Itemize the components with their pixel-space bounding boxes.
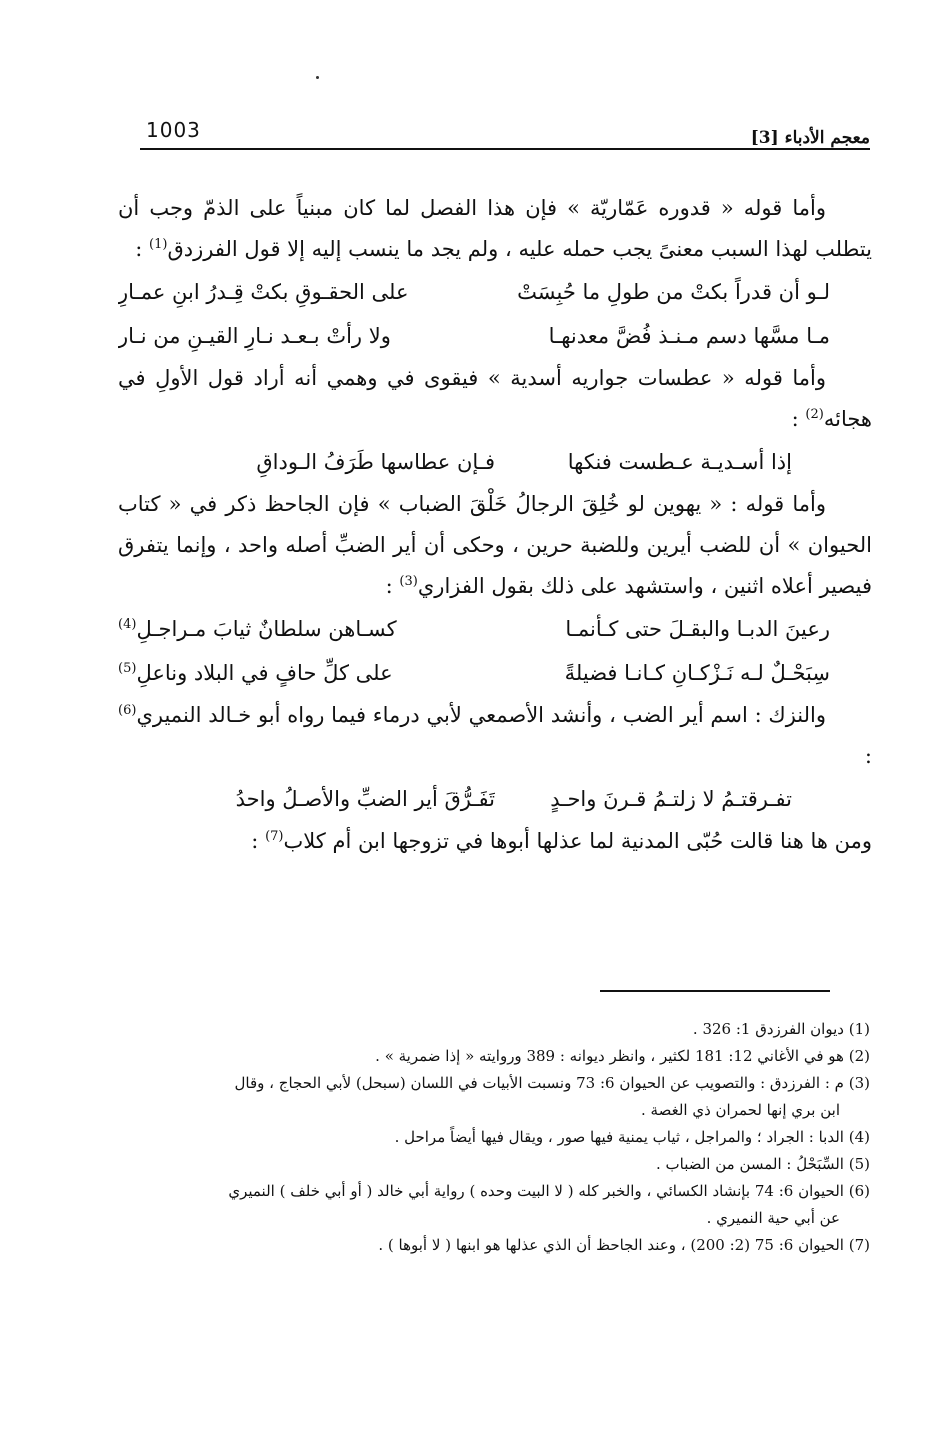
footnote-5-text: السِّبَحْلُ : المسن من الضباب . <box>655 1155 844 1173</box>
footnote-1 <box>110 1016 870 1043</box>
footnote-1-text: ديوان الفرزدق 1: 326 . <box>692 1020 844 1038</box>
footnote-4-text: الدبا : الجراد ؛ والمراجل ، ثياب يمنية فيها صور ، ويقال فيها أيضاً مراحل . <box>394 1128 844 1146</box>
paragraph-1-text: وأما قوله « قدوره عَمّاريّة » فإن هذا الفصل لما كان مبنياً على الذمّ وجب أن يتطلب لهذا السبب معنىً يجب حمله عليه ، ولم يجد ما ينسب إليه إلا قول الفرزدق <box>118 196 872 261</box>
footnote-2 <box>110 1043 870 1070</box>
footnote-ref-4: (4) <box>118 617 137 632</box>
footnote-3 <box>110 1070 870 1124</box>
verse-6 <box>118 777 872 821</box>
verse-2-first-hemistich: مـا مسَّها دسم مـنـذ فُضَّ معدنهـا <box>548 324 830 348</box>
verse-2-second-hemistich: ولا رأتْ بـعـد نـارِ القيـنِ من نـار <box>118 324 391 348</box>
footnote-7-number: (7) <box>848 1236 870 1254</box>
verse-5-second-text: على كلِّ حافٍ في البلاد وناعلِ <box>136 661 393 685</box>
paragraph-4 <box>118 695 872 777</box>
footnote-ref-6: (6) <box>118 703 137 718</box>
paragraph-5 <box>118 821 872 862</box>
footnote-5-number: (5) <box>848 1155 870 1173</box>
footnote-6 <box>110 1178 870 1232</box>
footnote-2-number: (2) <box>848 1047 870 1065</box>
paragraph-1 <box>118 188 872 270</box>
footnote-7-text: الحيوان 6: 75 (2: 200) ، وعند الجاحظ أن الذي عذلها هو ابنها ( لا أبوها ) . <box>378 1236 844 1254</box>
paragraph-5-end: : <box>251 829 266 853</box>
footnote-1-number: (1) <box>848 1020 870 1038</box>
paragraph-2-end: : <box>791 407 806 431</box>
footnote-6-number: (6) <box>848 1182 870 1200</box>
paragraph-5-text: ومن ها هنا قالت حُبّى المدنية لما عذلها أبوها في تزوجها ابن أم كلاب <box>283 829 872 853</box>
footnote-6-text: الحيوان 6: 74 بإنشاد الكسائي ، والخبر كله ( لا البيت وحده ) رواية أبي خالد ( أو أبي خلف ) النميري <box>228 1182 844 1200</box>
page-header <box>140 112 870 152</box>
running-title: معجم الأدباء [3] <box>750 128 870 148</box>
paragraph-2 <box>118 358 872 440</box>
footnote-ref-3: (3) <box>399 574 418 589</box>
verse-1 <box>118 270 872 314</box>
verse-5 <box>118 651 872 695</box>
footnote-7 <box>110 1232 870 1259</box>
footnote-4 <box>110 1124 870 1151</box>
footnote-2-text: هو في الأغاني 12: 181 لكثير ، وانظر ديوانه : 389 وروايته « إذا ضمرية » . <box>375 1047 844 1065</box>
verse-5-second-hemistich <box>118 651 495 695</box>
footnote-rule <box>600 990 830 992</box>
ink-speck <box>316 76 319 79</box>
verse-6-first-hemistich: تفـرقتـمُ لا زلتـمُ قـرنَ واحـدٍ <box>550 787 792 811</box>
paragraph-4-end: : <box>864 744 872 768</box>
verse-1-second-hemistich: على الحقـوقِ بكتْ قِـدرُ ابنِ عمـارِ <box>118 280 409 304</box>
footnote-ref-2: (2) <box>805 407 824 422</box>
verse-6-second-hemistich: تَفَـرُّقَ أير الضبِّ والأصـلُ واحدُ <box>235 787 495 811</box>
verse-4-second-text: كسـاهن سلطانٌ ثيابَ مـراجـلِ <box>136 617 397 641</box>
footnote-3-text: م : الفرزدق : والتصويب عن الحيوان 6: 73 ونسبت الأبيات في اللسان (سبحل) لأبي الحجاج ، وقال <box>234 1074 844 1092</box>
footnote-4-number: (4) <box>848 1128 870 1146</box>
footnote-ref-5: (5) <box>118 661 137 676</box>
paragraph-3-end: : <box>385 574 400 598</box>
footnote-6-continuation: عن أبي حية النميري . <box>706 1209 840 1227</box>
header-rule <box>140 148 870 150</box>
verse-3-second-hemistich: فـإن عطاسها طَرَفُ الـوداقِ <box>256 450 495 474</box>
footnotes <box>110 1016 870 1259</box>
verse-1-first-hemistich: لـو أن قدراً بكتْ من طولِ ما حُبِسَتْ <box>517 280 830 304</box>
footnote-ref-7: (7) <box>265 829 284 844</box>
footnote-3-continuation: ابن بري إنها لحمران ذي الغصة . <box>641 1101 840 1119</box>
footnote-3-number: (3) <box>848 1074 870 1092</box>
paragraph-1-end: : <box>135 237 150 261</box>
verse-4 <box>118 607 872 651</box>
verse-4-first-hemistich: رعينَ الدبـا والبقـلَ حتى كـأنمـا <box>565 617 830 641</box>
page-number: 1003 <box>146 118 201 142</box>
verse-2 <box>118 314 872 358</box>
footnote-5 <box>110 1151 870 1178</box>
paragraph-3 <box>118 484 872 607</box>
verse-3-first-hemistich: إذا أسـديـة عـطست فنكها <box>567 450 792 474</box>
verse-5-first-hemistich: سِبَحْـلٌ لـه نَـزْكـانِ كـانـا فضيلةً <box>564 661 830 685</box>
paragraph-4-text: والنزك : اسم أير الضب ، وأنشد الأصمعي لأبي درماء فيما رواه أبو خـالد النميري <box>136 703 826 727</box>
footnote-ref-1: (1) <box>149 237 168 252</box>
verse-4-second-hemistich <box>118 607 495 651</box>
verse-3 <box>118 440 872 484</box>
main-text <box>118 188 872 862</box>
paragraph-3-text: وأما قوله : « يهوين لو خُلِقَ الرجالُ خَلْقَ الضباب » فإن الجاحظ ذكر في « كتاب الحيوان » أن للضب أيرين وللضبة حرين ، وحكى أن أير الضبِّ أصله واحد ، وإنما يتفرق فيصير أعلاه اثنين ، واستشهد على ذلك بقول الفزاري <box>118 492 872 598</box>
paragraph-2-text: وأما قوله « عطسات جواريه أسدية » فيقوى في وهمي أنه أراد قول الأولِ في هجائه <box>118 366 872 431</box>
